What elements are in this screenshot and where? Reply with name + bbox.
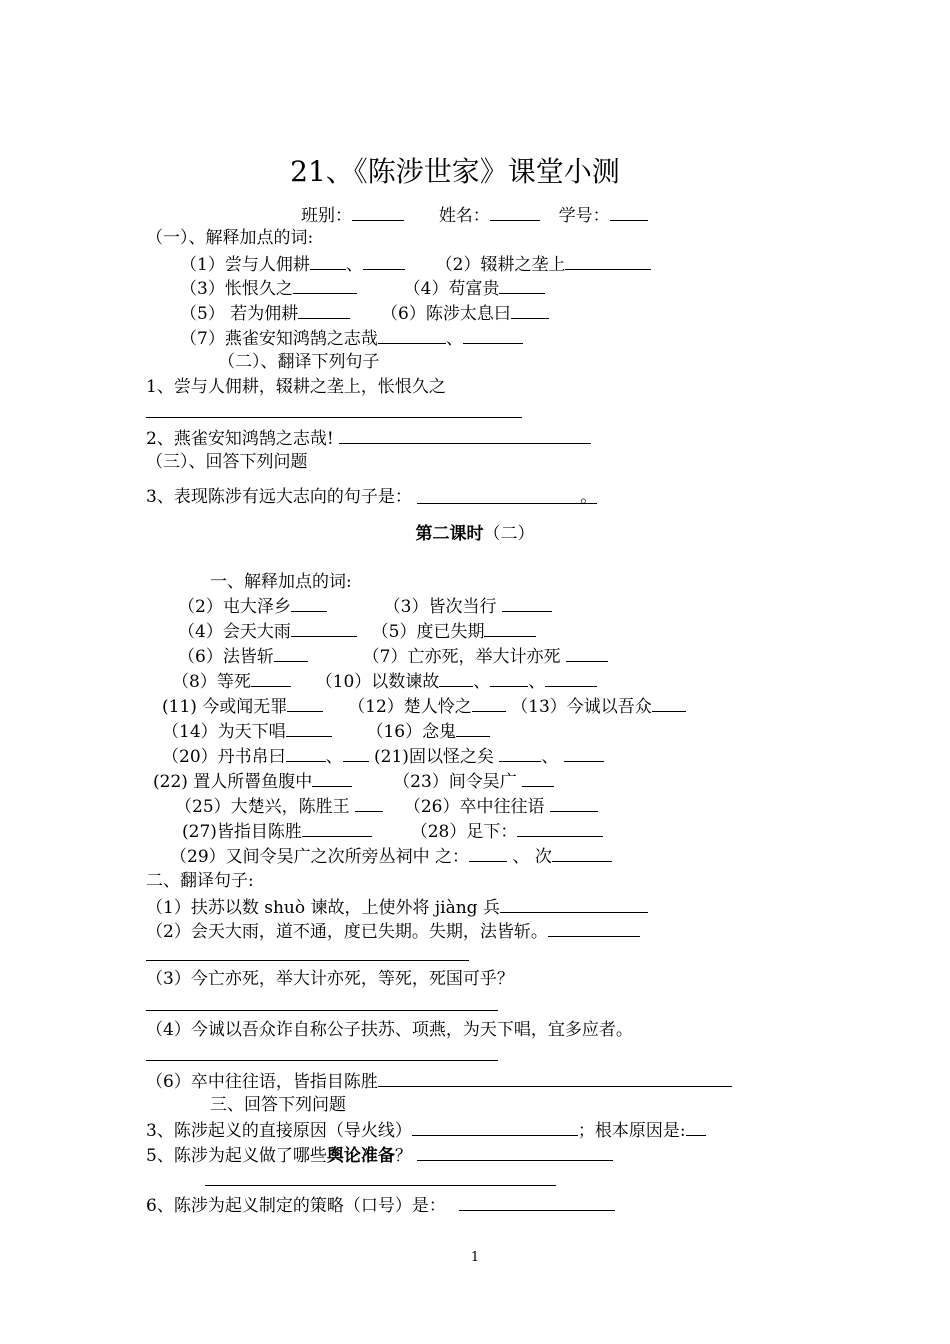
name-label: 姓名： [438, 206, 490, 226]
period: 。 [580, 487, 598, 507]
separator: 、 [541, 747, 559, 767]
answer-blank[interactable] [363, 252, 405, 270]
answer-blank[interactable] [499, 744, 541, 762]
vocab-row11 [170, 844, 612, 868]
answer-line[interactable] [146, 1010, 498, 1011]
translate-q1: 1、尝与人佣耕，辍耕之垄上，怅恨久之 [146, 377, 446, 397]
sentence-text: （1）扶苏以数 shuò 谏故，上使外将 jiàng 兵 [146, 898, 500, 918]
answer-blank[interactable] [291, 619, 357, 637]
part2-heading: （二）、翻译下列句子 [218, 352, 380, 372]
item-text: （29）又间令吴广之次所旁丛祠中 之： [170, 847, 470, 867]
answer-blank[interactable] [459, 1193, 615, 1211]
question-text: ；根本原因是: [577, 1121, 686, 1141]
answer-q5 [146, 1143, 613, 1167]
sentence-text: （2）会天大雨，道不通，度已失期。失期，法皆斩。 [146, 922, 548, 942]
vocab-row5 [162, 694, 686, 718]
answer-blank[interactable] [293, 276, 357, 294]
answer-blank[interactable] [500, 895, 648, 913]
item-text: （3）怅恨久之 [180, 279, 293, 299]
vocab-row1 [178, 594, 552, 618]
vocab-row2 [178, 619, 536, 643]
question-text: 3、表现陈涉有远大志向的句子是： [146, 487, 412, 507]
answer-blank[interactable] [548, 919, 640, 937]
part1-line1 [180, 252, 651, 276]
part1-heading: （一）、解释加点的词: [146, 228, 314, 248]
translate-q2 [146, 426, 591, 450]
separator: 、 [445, 329, 463, 349]
answer-blank[interactable] [686, 1118, 706, 1136]
item-text: （6）法皆斩 [178, 647, 274, 667]
item-text: (21)固以怪之矣 [374, 747, 494, 767]
vocab-row8 [153, 769, 554, 793]
translate-t3: （3）今亡亦死，举大计亦死，等死，死国可乎？ [146, 969, 514, 989]
item-text: （20）丹书帛曰 [162, 747, 286, 767]
item-text: （6）陈涉太息曰 [381, 304, 511, 324]
answer-line[interactable] [146, 417, 522, 418]
vocab-row3 [178, 644, 608, 668]
answer-blank[interactable] [310, 252, 346, 270]
part1-line2 [180, 276, 545, 300]
item-text: （2）屯大泽乡 [178, 597, 291, 617]
id-blank[interactable] [610, 203, 648, 221]
answer-blank[interactable] [286, 744, 326, 762]
item-text: (11) 今或闻无罪 [162, 697, 288, 717]
part3-q3 [146, 486, 597, 508]
section2-title-bold: 第二课时 [415, 524, 484, 544]
answer-blank[interactable] [564, 744, 604, 762]
answer-line[interactable] [146, 960, 469, 961]
separator: 、 [528, 672, 546, 692]
answer-blank[interactable] [552, 844, 612, 862]
id-label: 学号： [558, 206, 610, 226]
answer-blank[interactable] [343, 744, 369, 762]
page-number: 1 [470, 1250, 480, 1265]
answer-blank[interactable] [472, 694, 506, 712]
question-text: 3、陈涉起义的直接原因（导火线） [146, 1121, 412, 1141]
item-text: （4）会天大雨 [178, 622, 291, 642]
item-text: （28）足下： [410, 822, 518, 842]
answer-heading: 三、回答下列问题 [210, 1095, 346, 1115]
item-text: （12）楚人怜之 [348, 697, 472, 717]
answer-blank[interactable] [456, 719, 490, 737]
separator: 、 次 [512, 847, 552, 867]
vocab-row4 [172, 669, 597, 693]
answer-blank[interactable] [484, 619, 536, 637]
answer-blank[interactable] [439, 669, 473, 687]
answer-blank[interactable] [522, 769, 554, 787]
answer-blank[interactable] [517, 819, 603, 837]
answer-blank[interactable] [251, 669, 291, 687]
answer-blank[interactable] [463, 326, 523, 344]
answer-blank[interactable] [378, 1069, 732, 1087]
answer-blank[interactable] [511, 301, 549, 319]
answer-line[interactable] [205, 1185, 556, 1186]
part1-line4 [180, 326, 523, 350]
item-text: （10）以数谏故 [315, 672, 440, 692]
item-text: （7）燕雀安知鸿鹄之志哉 [180, 329, 378, 349]
sentence-text: （6）卒中往往语，皆指目陈胜 [146, 1072, 378, 1092]
answer-blank[interactable] [417, 486, 598, 507]
answer-blank[interactable] [287, 694, 323, 712]
item-text: （25）大楚兴，陈胜王 [175, 797, 350, 817]
answer-blank[interactable] [565, 252, 651, 270]
answer-blank[interactable] [545, 669, 597, 687]
answer-blank[interactable] [339, 426, 591, 444]
class-blank[interactable] [352, 203, 404, 221]
answer-q6 [146, 1193, 615, 1217]
class-label: 班别： [301, 206, 352, 226]
answer-blank[interactable] [291, 594, 327, 612]
question-text: ？ [394, 1146, 412, 1166]
name-blank[interactable] [490, 203, 540, 221]
item-text: （13）今诚以吾众 [511, 697, 652, 717]
item-text: （23）间令吴广 [393, 772, 517, 792]
answer-blank[interactable] [355, 794, 383, 812]
item-text: （1）尝与人佣耕 [180, 255, 310, 275]
section2-title-rest: （二） [483, 524, 535, 544]
answer-blank[interactable] [652, 694, 686, 712]
answer-blank[interactable] [469, 844, 507, 862]
answer-blank[interactable] [298, 301, 350, 319]
item-text: （4）苟富贵 [403, 279, 500, 299]
question-text: 5、陈涉为起义做了哪些 [146, 1146, 327, 1166]
vocab-row6 [162, 719, 490, 743]
part1-line3 [180, 301, 549, 325]
answer-blank[interactable] [286, 719, 332, 737]
item-text: （8）等死 [172, 672, 251, 692]
item-text: (27)皆指目陈胜 [182, 822, 302, 842]
item-text: （14）为天下唱 [162, 722, 286, 742]
answer-q3 [146, 1118, 706, 1142]
answer-blank[interactable] [378, 326, 446, 344]
answer-blank[interactable] [566, 644, 608, 662]
translate-t2 [146, 919, 640, 943]
vocab-row7 [162, 744, 604, 768]
item-text: （7）亡亦死，举大计亦死 [362, 647, 561, 667]
item-text: （26）卒中往往语 [403, 797, 545, 817]
answer-blank[interactable] [412, 1118, 578, 1136]
separator: 、 [325, 747, 343, 767]
separator: 、 [473, 672, 491, 692]
answer-blank[interactable] [302, 819, 372, 837]
vocab-row9 [175, 794, 598, 818]
answer-blank[interactable] [502, 594, 552, 612]
vocab-row10 [182, 819, 603, 843]
answer-line[interactable] [146, 1060, 498, 1061]
vocab-heading: 一、解释加点的词: [210, 572, 352, 592]
answer-blank[interactable] [312, 769, 352, 787]
item-text: （2）辍耕之垄上 [435, 255, 566, 275]
translate-t1 [146, 895, 648, 919]
answer-blank[interactable] [499, 276, 545, 294]
item-text: (22) 置人所罾鱼腹中 [153, 772, 313, 792]
question-text: 2、燕雀安知鸿鹄之志哉! [146, 429, 334, 449]
answer-blank[interactable] [274, 644, 308, 662]
item-text: （3）皆次当行 [383, 597, 497, 617]
answer-blank[interactable] [490, 669, 528, 687]
item-text: （5）度已失期 [371, 622, 485, 642]
section2-title [0, 519, 950, 544]
translate-heading: 二、翻译句子: [146, 871, 254, 891]
student-info-row [301, 203, 648, 227]
item-text: （5） 若为佣耕 [180, 304, 299, 324]
worksheet-title: 21、《陈涉世家》课堂小测 [290, 155, 620, 188]
question-text: 6、陈涉为起义制定的策略（口号）是： [146, 1196, 446, 1216]
separator: 、 [345, 255, 363, 275]
answer-blank[interactable] [550, 794, 598, 812]
answer-blank[interactable] [417, 1143, 613, 1161]
part3-heading: （三）、回答下列问题 [146, 452, 308, 472]
item-text: （16）念鬼 [366, 722, 457, 742]
translate-t4: （4）今诚以吾众诈自称公子扶苏、项燕，为天下唱，宜多应者。 [146, 1020, 633, 1040]
translate-t6 [146, 1069, 732, 1093]
question-emphasis: 舆论准备 [326, 1146, 395, 1166]
